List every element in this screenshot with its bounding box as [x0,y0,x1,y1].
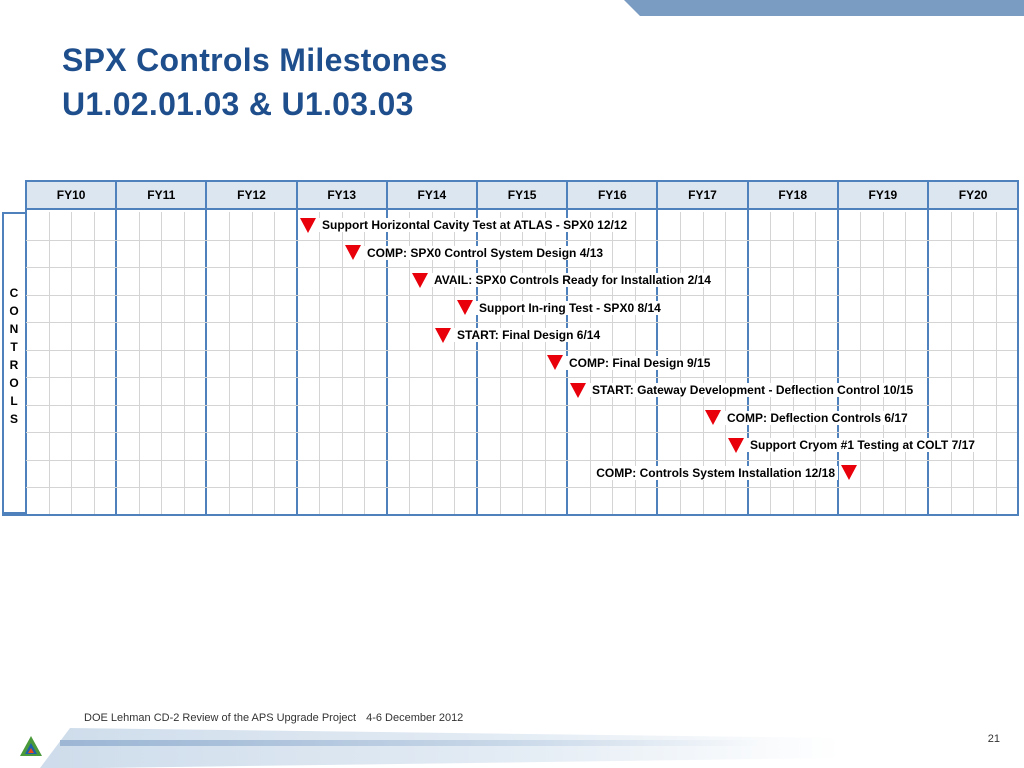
row-divider [26,432,1019,433]
milestone-row [345,242,606,264]
quarter-divider [49,212,50,516]
milestone-label: COMP: Final Design 9/15 [566,356,713,370]
quarter-divider [342,212,343,516]
row-label-letter: C [9,286,19,300]
milestone-triangle-icon [345,245,361,260]
quarter-divider [274,212,275,516]
row-label-letter: T [10,340,18,354]
year-divider [927,180,929,516]
row-divider [26,405,1019,406]
footer-swoosh-line [60,740,760,746]
milestone-row [412,269,714,291]
year-divider [115,180,117,516]
year-header-fy10: FY10 [26,180,116,210]
page-number: 21 [987,733,1000,745]
footer-dates: 4-6 December 2012 [366,712,464,724]
quarter-divider [161,212,162,516]
year-header-fy14: FY14 [387,180,477,210]
milestone-label: Support In-ring Test - SPX0 8/14 [476,301,664,315]
year-divider [205,180,207,516]
milestone-label: COMP: Deflection Controls 6/17 [724,411,911,425]
milestone-label: Support Cryom #1 Testing at COLT 7/17 [747,438,978,452]
milestone-triangle-icon [457,300,473,315]
quarter-divider [951,212,952,516]
milestone-triangle-icon [705,410,721,425]
milestone-row [593,462,857,484]
milestone-row [435,324,603,346]
quarter-divider [252,212,253,516]
footer-text [84,712,463,724]
row-divider [26,460,1019,461]
milestone-label: Support Horizontal Cavity Test at ATLAS - SPX0 12/12 [319,218,630,232]
footer-title: DOE Lehman CD-2 Review of the APS Upgrade Project [84,712,357,724]
grid-right-border [1017,180,1019,516]
argonne-logo-icon [18,734,44,760]
row-label-letter: L [10,394,18,408]
year-header-fy13: FY13 [297,180,387,210]
milestone-row [705,407,911,429]
milestone-triangle-icon [435,328,451,343]
row-label-letter: O [9,304,19,318]
year-header-fy20: FY20 [928,180,1018,210]
milestone-triangle-icon [547,355,563,370]
milestone-label: START: Final Design 6/14 [454,328,603,342]
grid-bottom-border [2,514,1019,516]
year-header-fy16: FY16 [567,180,657,210]
milestone-row [728,434,978,456]
title-line-2: U1.02.01.03 & U1.03.03 [62,86,414,122]
row-divider [26,295,1019,296]
milestone-triangle-icon [300,218,316,233]
quarter-divider [229,212,230,516]
milestone-row [547,352,713,374]
year-header-fy19: FY19 [838,180,928,210]
milestone-label: COMP: SPX0 Control System Design 4/13 [364,246,606,260]
milestone-row [457,297,664,319]
milestone-label: COMP: Controls System Installation 12/18 [593,466,838,480]
year-header-fy17: FY17 [657,180,747,210]
milestone-triangle-icon [412,273,428,288]
row-divider [26,350,1019,351]
milestone-triangle-icon [841,465,857,480]
milestone-row [570,379,916,401]
row-divider [26,322,1019,323]
year-divider [296,180,298,516]
row-label-letter: R [9,358,19,372]
row-divider [26,240,1019,241]
row-label-controls [2,284,26,428]
milestone-label: AVAIL: SPX0 Controls Ready for Installation 2/14 [431,273,714,287]
quarter-divider [139,212,140,516]
row-divider [26,487,1019,488]
quarter-divider [905,212,906,516]
quarter-divider [860,212,861,516]
quarter-divider [973,212,974,516]
year-header-fy12: FY12 [206,180,296,210]
milestone-label: START: Gateway Development - Deflection Control 10/15 [589,383,916,397]
row-label-letter: O [9,376,19,390]
milestone-triangle-icon [570,383,586,398]
row-divider [26,377,1019,378]
year-header-fy15: FY15 [477,180,567,210]
milestone-triangle-icon [728,438,744,453]
row-label-letter: N [9,322,19,336]
row-label-letter: S [9,412,18,426]
milestone-row [300,214,630,236]
quarter-divider [184,212,185,516]
quarter-divider [883,212,884,516]
quarter-divider [71,212,72,516]
row-divider [26,267,1019,268]
year-header-fy11: FY11 [116,180,206,210]
year-header-fy18: FY18 [748,180,838,210]
quarter-divider [319,212,320,516]
quarter-divider [996,212,997,516]
quarter-divider [94,212,95,516]
title-line-1: SPX Controls Milestones [62,42,448,78]
